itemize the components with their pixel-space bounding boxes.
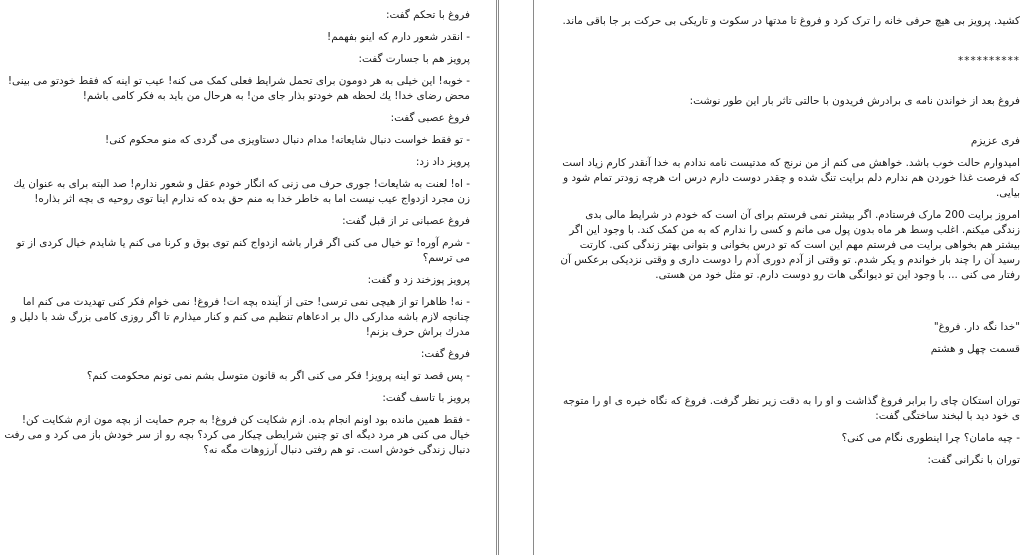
right-page bbox=[546, 0, 1032, 555]
dialogue-line: - اه! لعنت به شایعات! جوری حرف می زنی که انگار خودم عقل و شعور ندارم! صد البته برای به عنوان یك زن مجرد ازدواج عیب نیست اما به خاطر خدا به منم حق بده که ندارم اینا توی روحیه ی بچه اثر بذاره! bbox=[13, 178, 470, 205]
dialogue-line: - نه! ظاهرا تو از هیچی نمی ترسی! حتی از آینده بچه ات! فروغ! نمی خوام فکر کنی تهدیدت می کنم اما چنانچه لازم باشه مدارکی دال بر ادعاهام تنظیم می کنم و کنار میذارم تا اگر روزی کامی بزرگ شد با دلیل و مدرك براش حرف بزنم! bbox=[11, 296, 470, 338]
chapter-heading: قسمت چهل و هشتم bbox=[930, 343, 1020, 355]
left-page bbox=[0, 0, 485, 555]
dialogue-line: - خوبه! این خیلی به هر دومون برای تحمل شرایط فعلی کمک می کنه! عیب تو اینه که فقط خودتو می بینی! محض رضای خدا! یك لحظه هم خودتو بذار جای من! به هرحال من باید به فکر کامی باشم! bbox=[7, 75, 470, 102]
paragraph: امروز برایت 200 مارک فرستادم. اگر بیشتر نمی فرستم برای آن است که خودم در شرایط مالی بدی زندگی میکنم. اغلب وسط هر ماه بدون پول می مانم و کسی را ندارم که به من کمک کند. با وجود این اگر بیشتر هم بخواهی برایت می فرستم مهم این است که تو درس بخوانی و بتوانی بهتر زندگی کنی. کارتت رسید آن را چند بار خواندم و یکر شدم. تو وقتی از آدم دوری آدم را دوست داری و وقتی نزدیکی برعکس آن رفتار می کنی ... با وجود این تو دیوانگی هات رو دوست دارم. تو مثل خود من هستی. bbox=[560, 209, 1020, 281]
dialogue-line: پرویز با تاسف گفت: bbox=[382, 392, 470, 404]
paragraph: امیدوارم حالت خوب باشد. خواهش می کنم از من نرنج که مدتیست نامه ندادم به خدا آنقدر کارم زیاد است که فرصت غذا خوردن هم ندارم دلم برایت تنگ شده و چقدر دوست دارم درس ات هرچه زودتر تمام شود و بیایی. bbox=[562, 157, 1020, 199]
page-gutter bbox=[486, 0, 546, 555]
gutter-rule bbox=[533, 0, 534, 555]
dialogue-line: - انقدر شعور دارم که اینو بفهمم! bbox=[327, 31, 470, 43]
letter-signature: "خدا نگه دار. فروغ" bbox=[933, 321, 1020, 333]
dialogue-line: - فقط همین مانده بود اونم انجام بده. ازم شکایت کن فروغ! به جرم حمایت از بچه مون ازم شکایت کن! خیال می کنی هر مرد دیگه ای تو چنین شرایطی چیکار می کرد؟ بچه رو از سر خودش باز می کرد و می رفت دنبال زندگی خودش است. تو هم رفتی دنبال آرزوهات مگه نه؟ bbox=[4, 414, 470, 456]
dialogue-line: فروغ با تحکم گفت: bbox=[385, 9, 470, 21]
paragraph: کشید. پرویز بی هیچ حرفی خانه را ترک کرد و فروغ تا مدتها در سکوت و تاریکی بی حرکت بر جا باقی ماند. bbox=[562, 15, 1020, 27]
dialogue-line: پرویز داد زد: bbox=[415, 156, 470, 168]
letter-salutation: فری عزیزم bbox=[970, 135, 1020, 147]
dialogue-line: فروغ عصبانی تر از قبل گفت: bbox=[342, 215, 470, 227]
right-page-text bbox=[546, 0, 1032, 468]
dialogue-line: توران با نگرانی گفت: bbox=[927, 454, 1020, 466]
dialogue-line: - پس قصد تو اینه پرویز! فکر می کنی اگر به قانون متوسل بشم نمی تونم محکومت کنم؟ bbox=[86, 370, 470, 382]
dialogue-line: فروغ عصبی گفت: bbox=[390, 112, 470, 124]
paragraph: توران استکان چای را برابر فروغ گذاشت و او را به دقت زیر نظر گرفت. فروغ که نگاه خیره ی او را متوجه ی خود دید با لبخند ساختگی گفت: bbox=[562, 395, 1020, 422]
dialogue-line: پرویز پوزخند زد و گفت: bbox=[367, 274, 470, 286]
dialogue-line: - شرم آوره! تو خیال می کنی اگر قرار باشه ازدواج کنم توی بوق و کرنا می کنم یا شایدم خیال کردی از تو می ترسم؟ bbox=[16, 237, 470, 264]
gutter-rule bbox=[498, 0, 499, 555]
dialogue-line: - تو فقط خواست دنبال شایعاته! مدام دنبال دستاویزی می گردی که منو محکوم کنی! bbox=[105, 134, 470, 146]
paragraph: فروغ بعد از خواندن نامه ی برادرش فریدون با حالتی تاثر بار این طور نوشت: bbox=[689, 95, 1020, 107]
dialogue-line: پرویز هم با جسارت گفت: bbox=[358, 53, 470, 65]
dialogue-line: فروغ گفت: bbox=[420, 348, 470, 360]
left-page-text bbox=[0, 0, 485, 458]
section-break-stars: ********** bbox=[958, 55, 1020, 67]
dialogue-line: - چیه مامان؟ چرا اینطوری نگام می کنی؟ bbox=[841, 432, 1020, 444]
gutter-rule bbox=[496, 0, 497, 555]
